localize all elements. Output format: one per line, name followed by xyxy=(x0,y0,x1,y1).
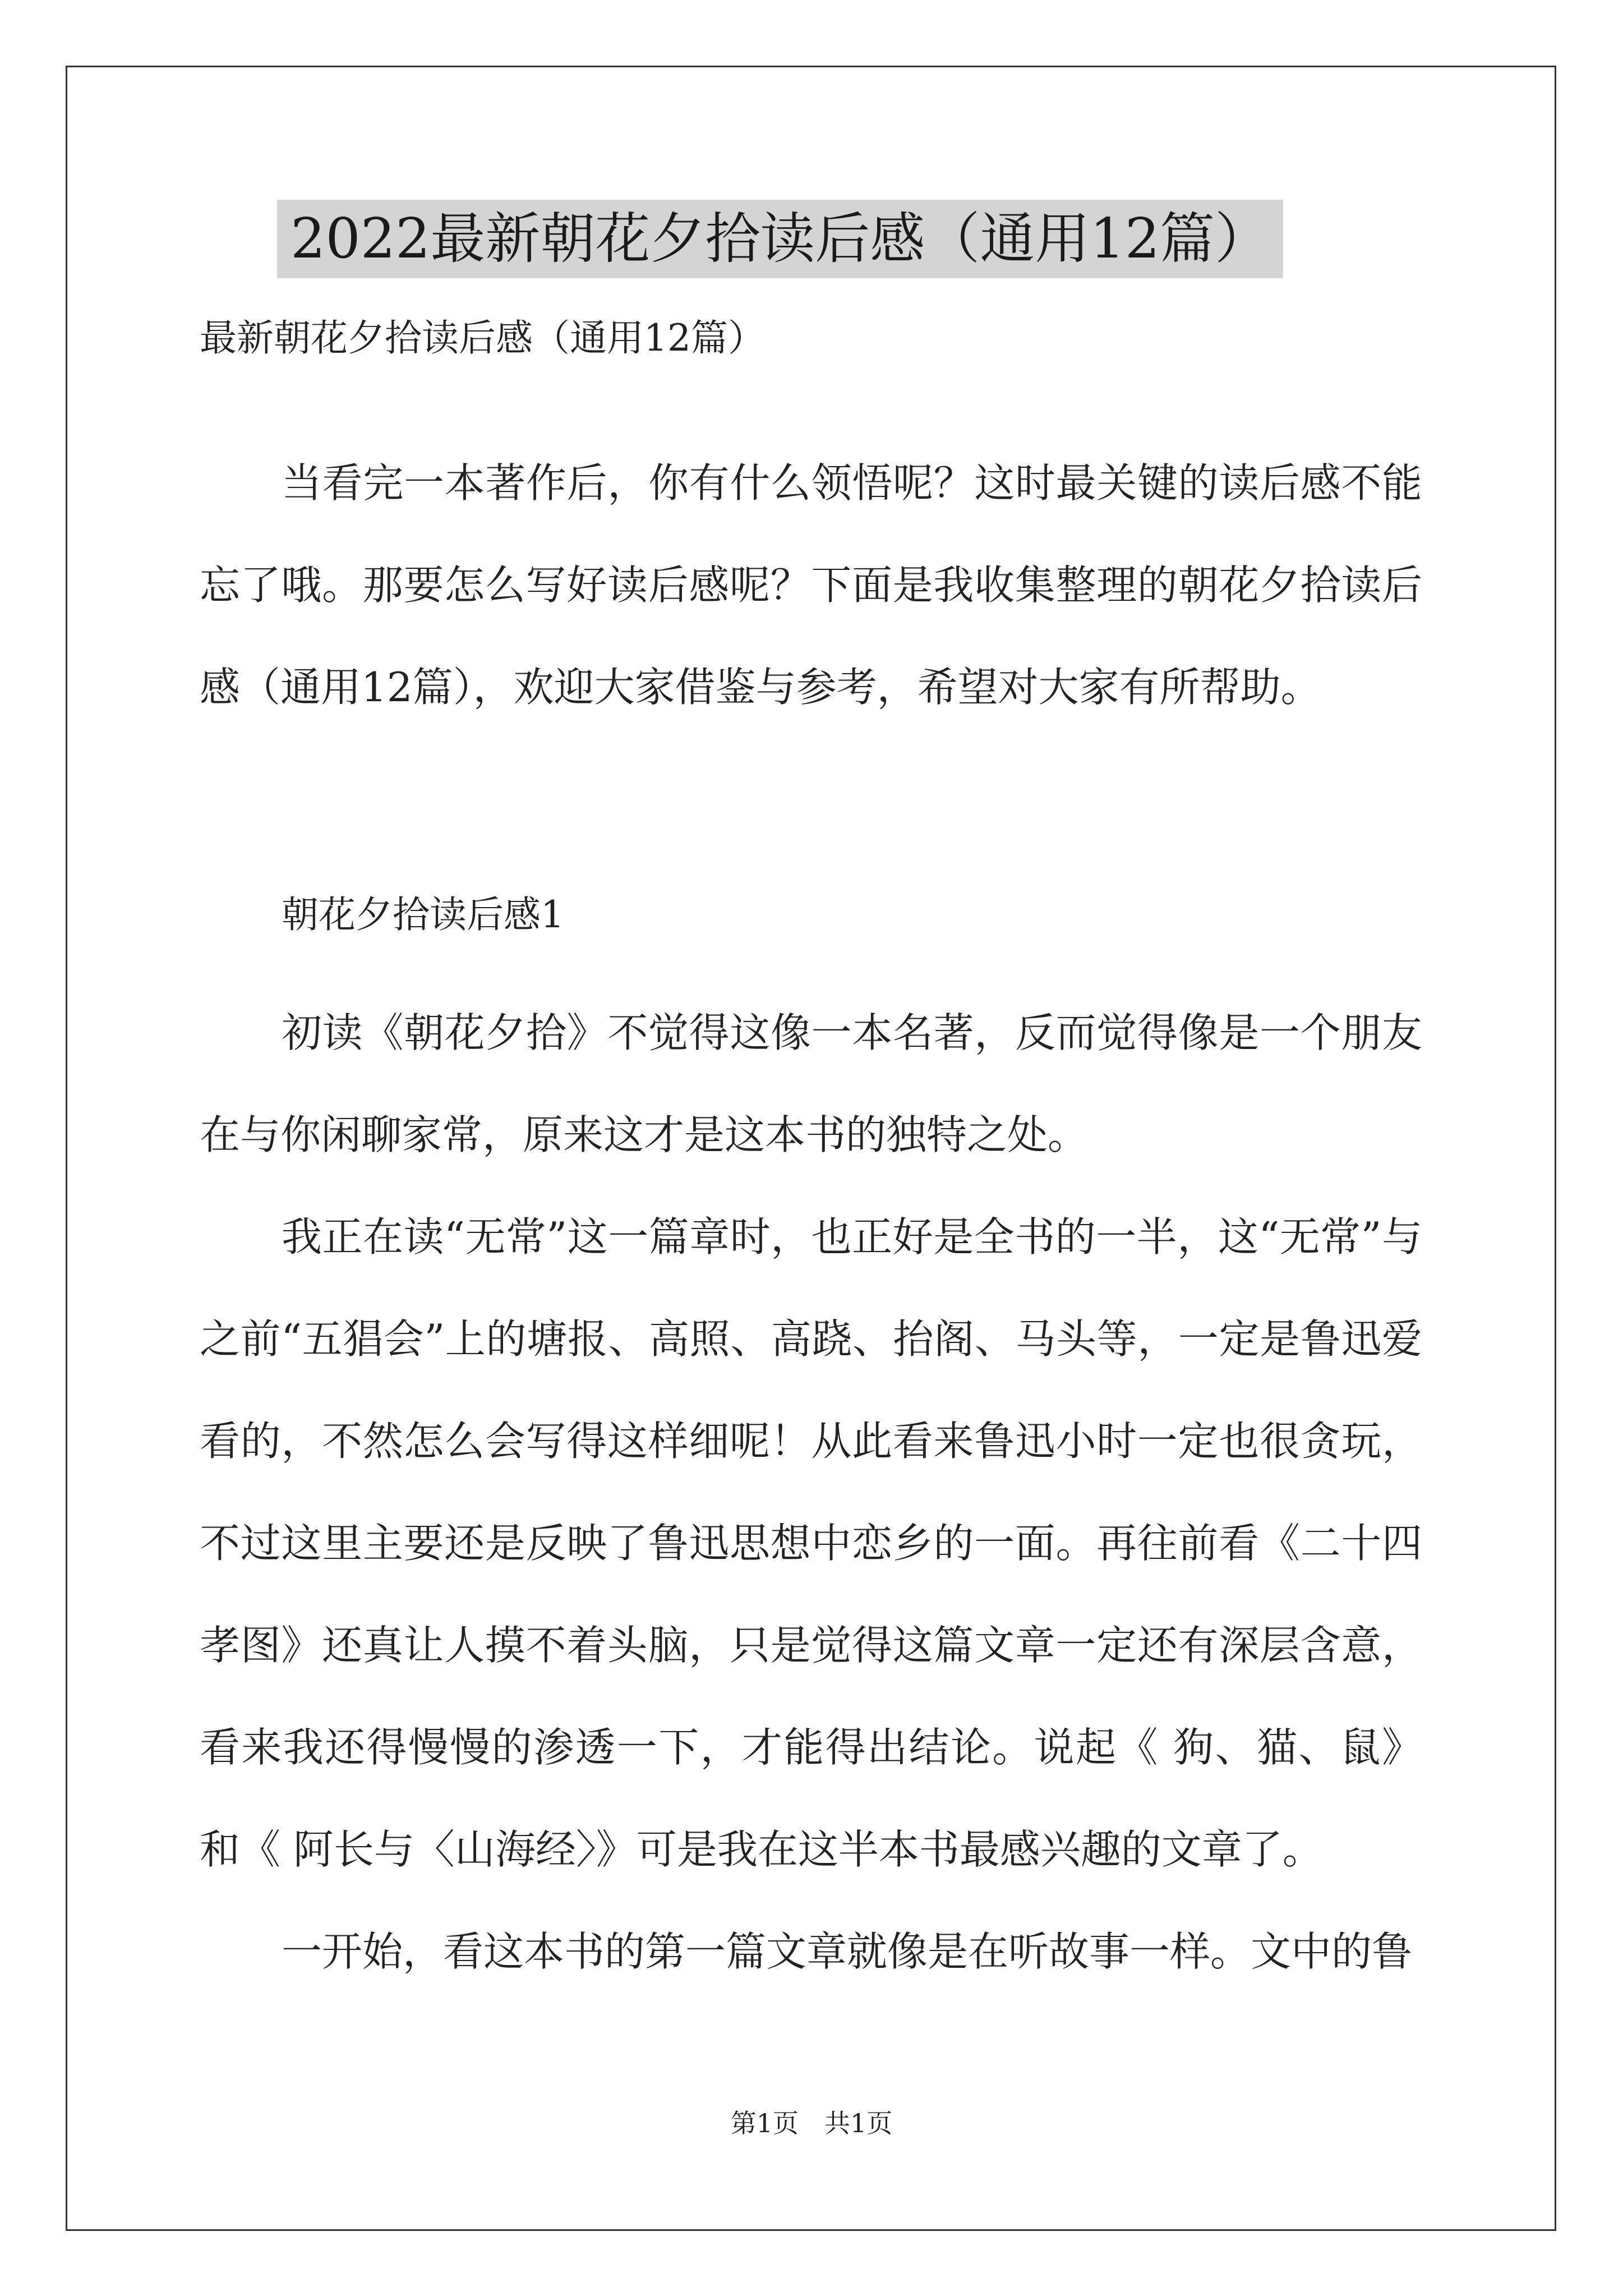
page-footer: 第1页 共1页 xyxy=(730,2108,893,2138)
document-subtitle: 最新朝花夕拾读后感（通用12篇） xyxy=(200,316,765,360)
section-heading: 朝花夕拾读后感1 xyxy=(282,893,564,936)
body-paragraph-3: 一开始，看这本书的第一篇文章就像是在听故事一样。文中的鲁 xyxy=(282,1928,1413,1975)
intro-paragraph: 当看完一本著作后，你有什么领悟呢？这时最关键的读后感不能忘了哦。那要怎么写好读后感呢？下面是我收集整理的朝花夕拾读后感（通用12篇），欢迎大家借鉴与参考，希望对大家有所帮助。 xyxy=(200,459,1422,711)
document-title: 2022最新朝花夕拾读后感（通用12篇） xyxy=(277,200,1283,278)
body-paragraph-2: 我正在读“无常”这一篇章时，也正好是全书的一半，这“无常”与之前“五猖会”上的塘报、高照、高跷、抬阁、马头等，一定是鲁迅爱看的，不然怎么会写得这样细呢！从此看来鲁迅小时一定也很贪玩，不过这里主要还是反映了鲁迅思想中恋乡的一面。再往前看《二十四孝图》还真让人摸不着头脑，只是觉得这篇文章一定还有深层含意，看来我还得慢慢的渗透一下，才能得出结论。说起《 狗、猫、鼠》和《 阿长与〈山海经〉》可是我在这半本书最感兴趣的文章了。 xyxy=(200,1213,1422,1873)
body-paragraph-1: 初读《朝花夕拾》不觉得这像一本名著，反而觉得像是一个朋友在与你闲聊家常，原来这才是这本书的独特之处。 xyxy=(200,1009,1422,1158)
